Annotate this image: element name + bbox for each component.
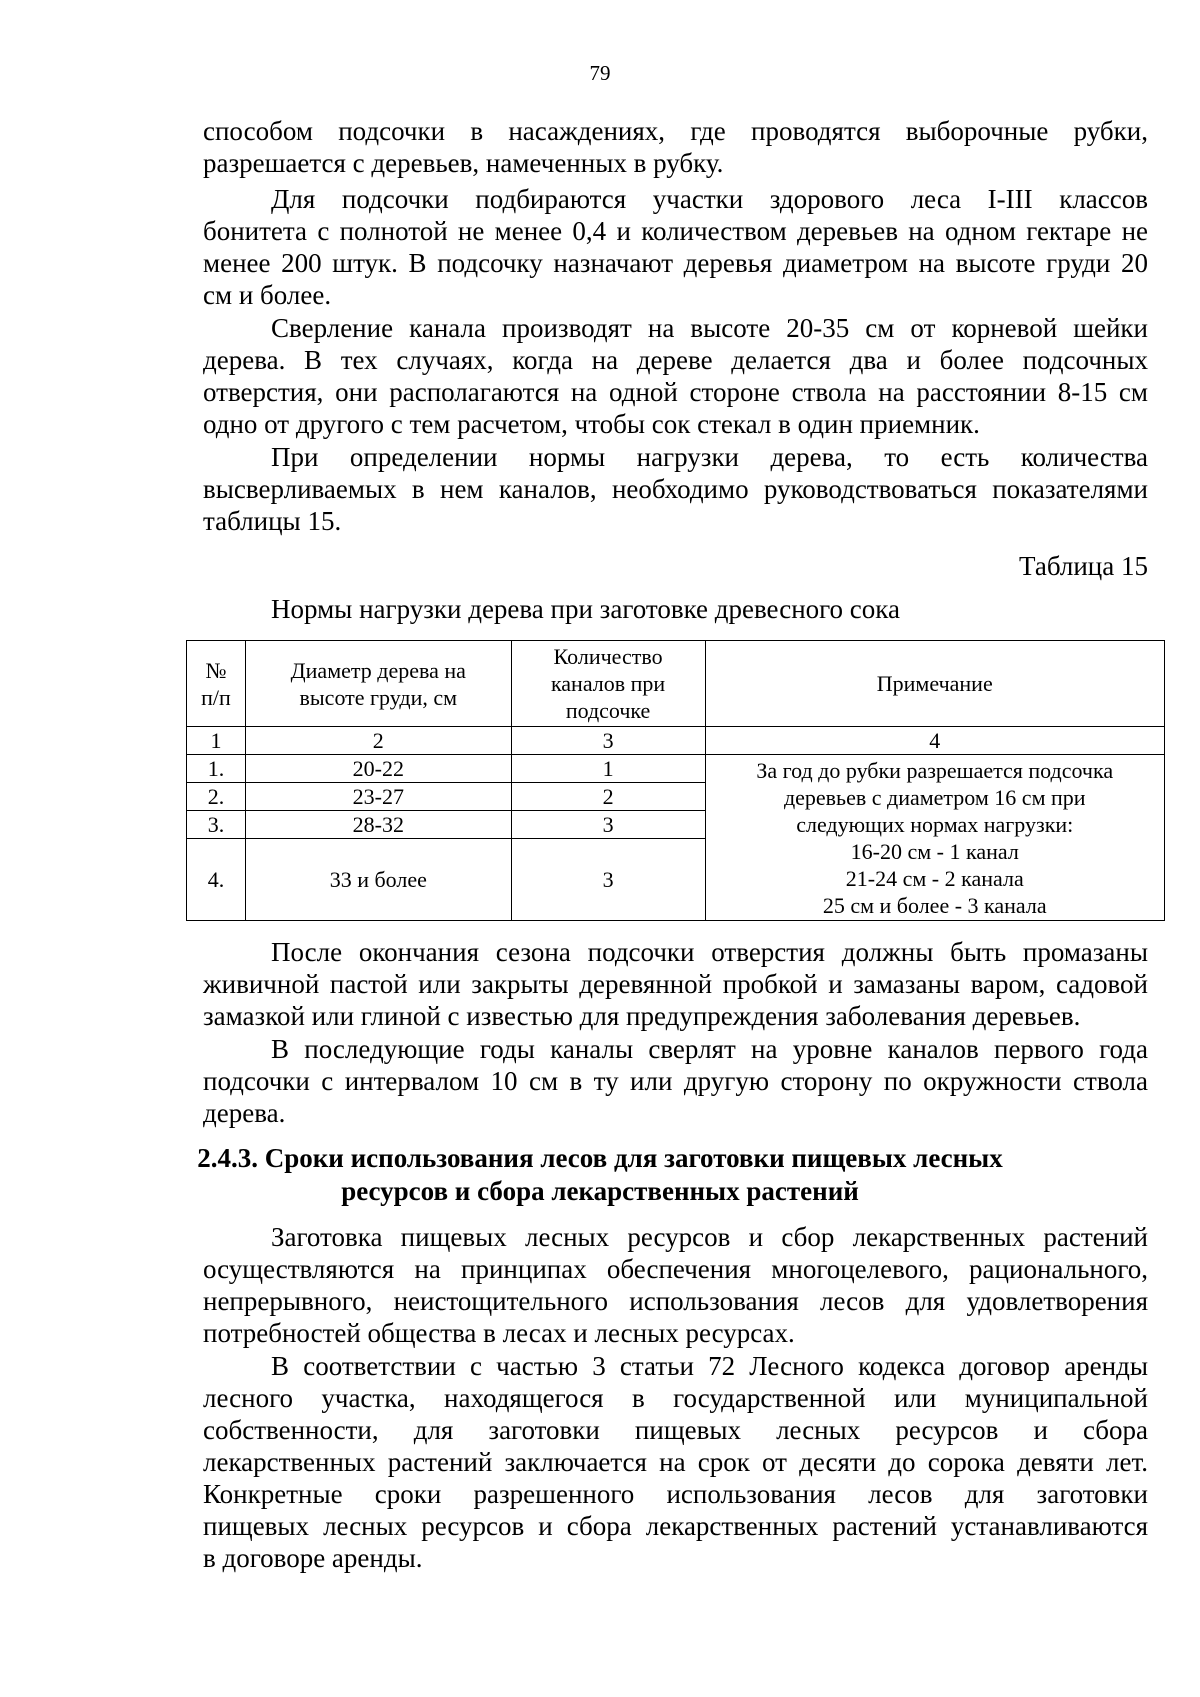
column-number-row (187, 727, 1165, 755)
text-line: лекарственных растений заключается на срок от десяти до сорока девяти лет. (203, 1447, 1148, 1477)
text-line: После окончания сезона подсочки отверстия должны быть промазаны (271, 937, 1148, 967)
paragraph-load-norms (203, 441, 1148, 537)
text-line: способом подсочки в насаждениях, где проводятся выборочные рубки, (203, 116, 1148, 146)
text-line: При определении нормы нагрузки дерева, то есть количества (271, 442, 1148, 472)
column-number: 2 (245, 727, 511, 755)
text-line: в договоре аренды. (203, 1543, 423, 1573)
text-line: В соответствии с частью 3 статьи 72 Лесного кодекса договор аренды (271, 1351, 1148, 1381)
row-num: 4. (187, 839, 246, 921)
header-channels: Количество каналов при подсочке (511, 641, 705, 727)
row-channels: 1 (511, 755, 705, 783)
paragraph-principles (203, 1221, 1148, 1349)
text-line: таблицы 15. (203, 506, 342, 536)
heading-line: 2.4.3. Сроки использования лесов для заготовки пищевых лесных (197, 1143, 1003, 1173)
text-line: живичной пастой или закрыты деревянной пробкой и замазаны варом, садовой (203, 969, 1148, 999)
row-diameter: 33 и более (245, 839, 511, 921)
text-line: пищевых лесных ресурсов и сбора лекарственных растений устанавливаются (203, 1511, 1148, 1541)
row-diameter: 23-27 (245, 783, 511, 811)
row-channels: 3 (511, 811, 705, 839)
paragraph-lease-terms (203, 1350, 1148, 1574)
text-line: высверливаемых в нем каналов, необходимо руководствоваться показателями (203, 474, 1148, 504)
row-num: 1. (187, 755, 246, 783)
text-line: менее 200 штук. В подсочку назначают деревья диаметром на высоте груди 20 (203, 248, 1148, 278)
text-line: бонитета с полнотой не менее 0,4 и количеством деревьев на одном гектаре не (203, 216, 1148, 246)
row-channels: 3 (511, 839, 705, 921)
text-line: разрешается с деревьев, намеченных в рубку. (203, 148, 724, 178)
row-channels: 2 (511, 783, 705, 811)
text-line: отверстия, они располагаются на одной стороне ствола на расстоянии 8-15 см (203, 377, 1148, 407)
table-caption: Нормы нагрузки дерева при заготовке древесного сока (271, 594, 900, 624)
text-line: Заготовка пищевых лесных ресурсов и сбор лекарственных растений (271, 1222, 1148, 1252)
table-label: Таблица 15 (1019, 551, 1148, 581)
row-diameter: 28-32 (245, 811, 511, 839)
page-number: 79 (589, 61, 611, 85)
text-line: одно от другого с тем расчетом, чтобы сок стекал в один приемник. (203, 409, 980, 439)
row-note: За год до рубки разрешается подсочка деревьев с диаметром 16 см при следующих нормах нагрузки: 16-20 см - 1 канал 21-24 см - 2 канала 25 см и более - 3 канала (705, 755, 1165, 921)
text-line: лесного участка, находящегося в государственной или муниципальной (203, 1383, 1148, 1413)
text-line: Конкретные сроки разрешенного использования лесов для заготовки (203, 1479, 1148, 1509)
table-row (187, 755, 1165, 783)
load-norms-table (186, 640, 1165, 921)
row-num: 2. (187, 783, 246, 811)
paragraph-site-selection (203, 183, 1148, 311)
text-line: см и более. (203, 280, 332, 310)
paragraph-following-years (203, 1033, 1148, 1129)
text-line: осуществляются на принципах обеспечения многоцелевого, рационального, (203, 1254, 1148, 1284)
text-line: В последующие годы каналы сверлят на уровне каналов первого года (271, 1034, 1148, 1064)
text-line: Для подсочки подбираются участки здорового леса I-III классов (271, 184, 1148, 214)
header-note: Примечание (705, 641, 1165, 727)
text-line: подсочки с интервалом 10 см в ту или другую сторону по окружности ствола (203, 1066, 1148, 1096)
paragraph-season-end (203, 936, 1148, 1032)
row-diameter: 20-22 (245, 755, 511, 783)
paragraph-continuation (203, 115, 1148, 179)
text-line: замазкой или глиной с известью для предупреждения заболевания деревьев. (203, 1001, 1081, 1031)
text-line: дерева. (203, 1098, 286, 1128)
section-heading (0, 1142, 1200, 1208)
column-number: 1 (187, 727, 246, 755)
row-num: 3. (187, 811, 246, 839)
text-line: непрерывного, неистощительного использования лесов для удовлетворения (203, 1286, 1148, 1316)
heading-line: ресурсов и сбора лекарственных растений (341, 1176, 859, 1206)
paragraph-drilling (203, 312, 1148, 440)
header-num: № п/п (187, 641, 246, 727)
column-number: 3 (511, 727, 705, 755)
text-line: дерева. В тех случаях, когда на дереве делается два и более подсочных (203, 345, 1148, 375)
text-line: собственности, для заготовки пищевых лесных ресурсов и сбора (203, 1415, 1148, 1445)
header-diameter: Диаметр дерева на высоте груди, см (245, 641, 511, 727)
text-line: Сверление канала производят на высоте 20-35 см от корневой шейки (271, 313, 1148, 343)
column-number: 4 (705, 727, 1165, 755)
table-header-row (187, 641, 1165, 727)
text-line: потребностей общества в лесах и лесных ресурсах. (203, 1318, 795, 1348)
